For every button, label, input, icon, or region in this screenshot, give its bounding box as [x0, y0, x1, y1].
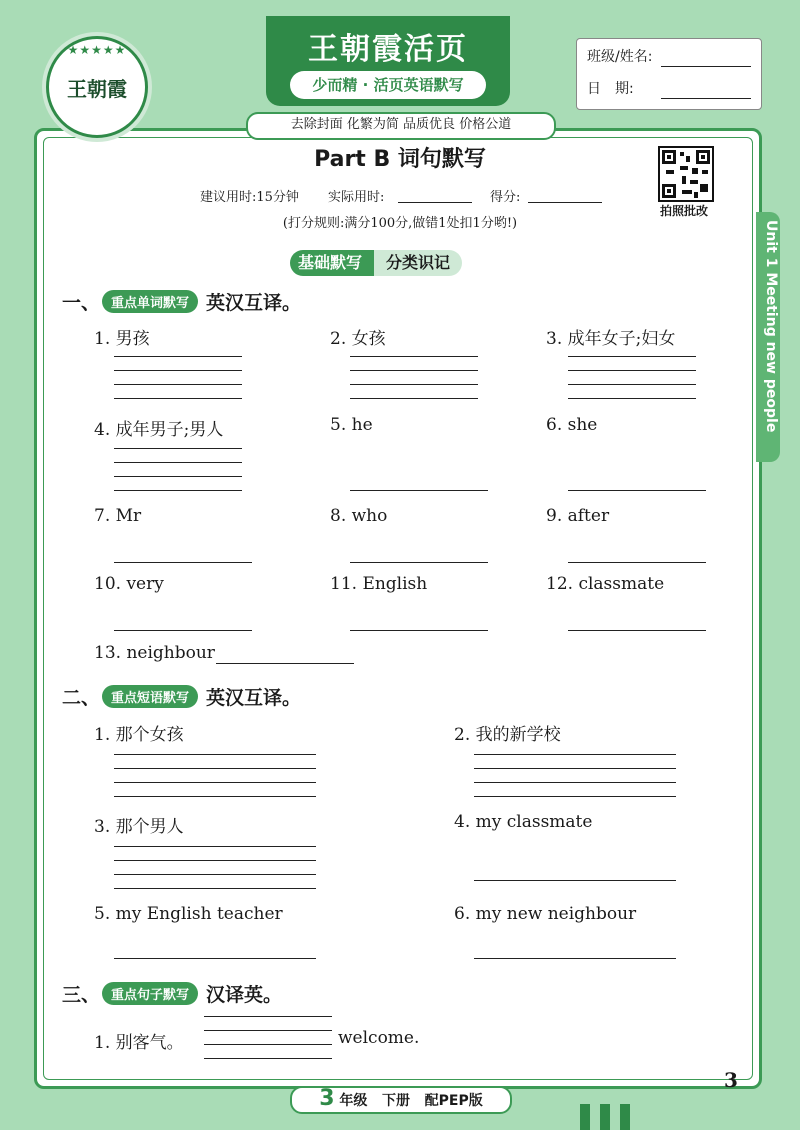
s1-item-1-line-3[interactable]: [114, 384, 242, 385]
s1-item-12: 12. classmate: [546, 574, 665, 594]
binding-mark-3: [620, 1104, 630, 1130]
logo-stars: ★★★★★: [67, 43, 127, 57]
s2-item-3-line-3[interactable]: [114, 874, 316, 875]
s2-item-1-line-4[interactable]: [114, 796, 316, 797]
s2-item-4: 4. my classmate: [454, 812, 593, 832]
s1-item-13-line[interactable]: [216, 663, 354, 664]
s3-item-1-line-4[interactable]: [204, 1058, 332, 1059]
s2-item-2-line-4[interactable]: [474, 796, 676, 797]
suggested-time: 建议用时:15分钟: [200, 190, 299, 205]
actual-time-label: 实际用时:: [328, 190, 385, 205]
class-name-line[interactable]: [661, 65, 751, 67]
section-3-title: 汉译英。: [206, 983, 283, 1006]
s1-item-2-line-3[interactable]: [350, 384, 478, 385]
s1-item-5-line[interactable]: [350, 490, 488, 491]
s1-item-1: 1. 男孩: [94, 329, 150, 349]
s3-item-1-line-1[interactable]: [204, 1016, 332, 1017]
category-right: 分类识记: [374, 250, 462, 276]
s1-item-10-line[interactable]: [114, 630, 252, 631]
s1-item-11: 11. English: [330, 574, 428, 594]
scoring-rules: (打分规则:满分100分,做错1处扣1分哟!): [282, 216, 518, 231]
qr-code-icon: [660, 148, 712, 200]
brand-logo: [46, 36, 148, 138]
s1-item-3-line-1[interactable]: [568, 356, 696, 357]
score-label: 得分:: [490, 190, 521, 205]
s1-item-4-line-2[interactable]: [114, 462, 242, 463]
grade-label: 年级: [339, 1093, 368, 1109]
s1-item-2: 2. 女孩: [330, 329, 386, 349]
s1-item-10: 10. very: [94, 574, 164, 594]
s1-item-4-line-1[interactable]: [114, 448, 242, 449]
header-banner: [266, 16, 510, 106]
s1-item-1-line-2[interactable]: [114, 370, 242, 371]
s1-item-3-line-2[interactable]: [568, 370, 696, 371]
s1-item-2-line-2[interactable]: [350, 370, 478, 371]
s2-item-1-line-1[interactable]: [114, 754, 316, 755]
score-line[interactable]: [528, 202, 602, 203]
logo-name: 王朝霞: [67, 77, 127, 101]
s1-item-3-line-3[interactable]: [568, 384, 696, 385]
unit-side-tab-label: Unit 1 Meeting new people: [763, 220, 779, 433]
s1-item-2-line-4[interactable]: [350, 398, 478, 399]
s1-item-4-line-4[interactable]: [114, 490, 242, 491]
s3-item-1-line-3[interactable]: [204, 1044, 332, 1045]
s1-item-3-line-4[interactable]: [568, 398, 696, 399]
s1-item-4: 4. 成年男子;男人: [94, 420, 224, 440]
s2-item-1: 1. 那个女孩: [94, 725, 184, 745]
s1-item-6: 6. she: [546, 415, 598, 435]
s1-item-8-line[interactable]: [350, 562, 488, 563]
slogan-bar: 去除封面 化繁为简 品质优良 价格公道: [246, 112, 556, 140]
section-2-number: 二、: [62, 686, 101, 709]
s1-item-9: 9. after: [546, 506, 610, 526]
s1-item-13: 13. neighbour: [94, 643, 215, 663]
s2-item-1-line-2[interactable]: [114, 768, 316, 769]
section-2-heading: [62, 682, 301, 710]
s1-item-5: 5. he: [330, 415, 373, 435]
s2-item-2-line-3[interactable]: [474, 782, 676, 783]
binding-mark-1: [580, 1104, 590, 1130]
s1-item-2-line-1[interactable]: [350, 356, 478, 357]
section-1-heading: [62, 287, 301, 315]
edition-label: 配PEP版: [424, 1093, 483, 1109]
s2-item-3-line-2[interactable]: [114, 860, 316, 861]
qr-code[interactable]: [658, 146, 714, 202]
s1-item-8: 8. who: [330, 506, 388, 526]
student-info-box: [576, 38, 762, 110]
category-pill: [290, 250, 462, 276]
section-3-tag: 重点句子默写: [102, 982, 198, 1005]
s2-item-2-line-1[interactable]: [474, 754, 676, 755]
section-2-title: 英汉互译。: [206, 686, 302, 709]
grade-footer: [290, 1086, 512, 1114]
s2-item-2: 2. 我的新学校: [454, 725, 561, 745]
qr-label: 拍照批改: [659, 204, 708, 218]
s3-item-1: 1. 别客气。: [94, 1033, 184, 1053]
s2-item-3-line-1[interactable]: [114, 846, 316, 847]
date-label: 日 期:: [587, 81, 634, 97]
section-1-number: 一、: [62, 291, 101, 314]
s2-item-5: 5. my English teacher: [94, 904, 283, 924]
s1-item-1-line-4[interactable]: [114, 398, 242, 399]
date-line[interactable]: [661, 97, 751, 99]
term-label: 下册: [382, 1093, 411, 1109]
s2-item-6: 6. my new neighbour: [454, 904, 637, 924]
section-3-number: 三、: [62, 983, 101, 1006]
banner-title: 王朝霞活页: [308, 32, 468, 67]
s1-item-11-line[interactable]: [350, 630, 488, 631]
grade-number: 3: [319, 1086, 335, 1111]
s2-item-1-line-3[interactable]: [114, 782, 316, 783]
s1-item-12-line[interactable]: [568, 630, 706, 631]
section-2-tag: 重点短语默写: [102, 685, 198, 708]
s3-item-1-suffix: welcome.: [338, 1028, 420, 1048]
s2-item-5-line[interactable]: [114, 958, 316, 959]
banner-subtitle: 少而精 · 活页英语默写: [290, 71, 486, 99]
actual-time-line[interactable]: [398, 202, 472, 203]
section-1-tag: 重点单词默写: [102, 290, 198, 313]
binding-mark-2: [600, 1104, 610, 1130]
section-1-title: 英汉互译。: [206, 291, 302, 314]
page-title: Part B 词句默写: [314, 147, 486, 172]
s2-item-6-line[interactable]: [474, 958, 676, 959]
category-left: 基础默写: [290, 250, 374, 276]
s3-item-1-line-2[interactable]: [204, 1030, 332, 1031]
s2-item-3-line-4[interactable]: [114, 888, 316, 889]
s1-item-4-line-3[interactable]: [114, 476, 242, 477]
s1-item-7: 7. Mr: [94, 506, 142, 526]
s2-item-4-line[interactable]: [474, 880, 676, 881]
class-name-label: 班级/姓名:: [587, 49, 653, 65]
s2-item-2-line-2[interactable]: [474, 768, 676, 769]
page-number: 3: [724, 1068, 738, 1092]
s1-item-1-line-1[interactable]: [114, 356, 242, 357]
s1-item-9-line[interactable]: [568, 562, 706, 563]
s1-item-6-line[interactable]: [568, 490, 706, 491]
s1-item-7-line[interactable]: [114, 562, 252, 563]
section-3-heading: [62, 979, 282, 1007]
s1-item-3: 3. 成年女子;妇女: [546, 329, 676, 349]
s2-item-3: 3. 那个男人: [94, 817, 184, 837]
